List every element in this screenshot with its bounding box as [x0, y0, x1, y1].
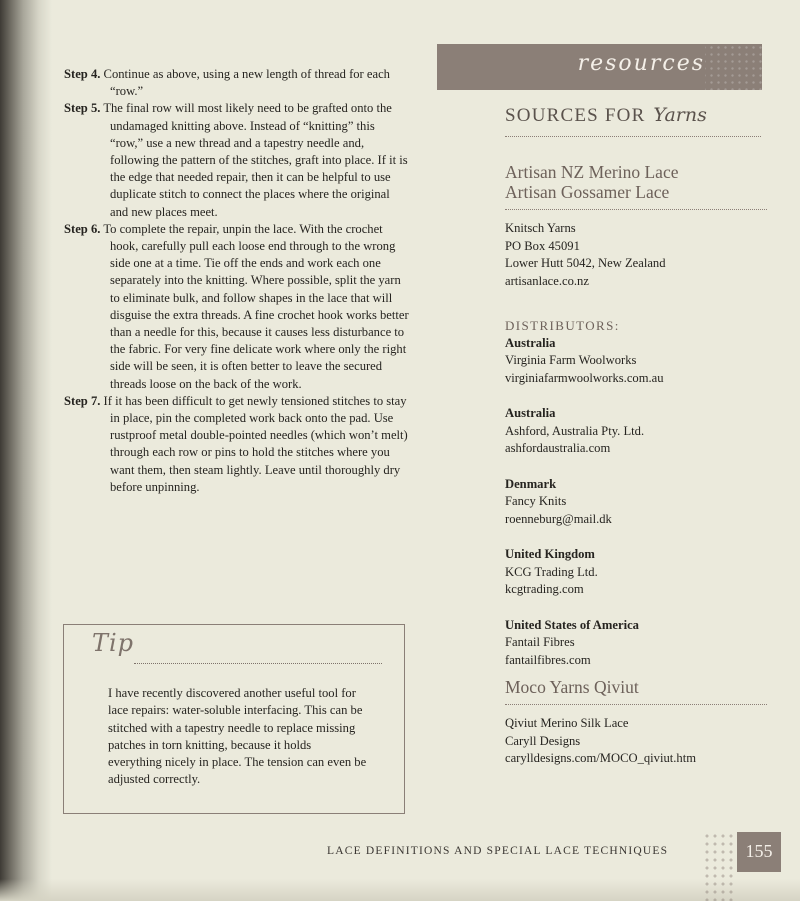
distributor-name: KCG Trading Ltd.	[505, 564, 598, 579]
banner-title: resources	[577, 51, 705, 76]
product-title-line1: Artisan NZ Merino Lace	[505, 162, 679, 182]
distributors-heading: DISTRIBUTORS:	[505, 318, 620, 333]
tip-title: Tip	[92, 629, 135, 657]
distributor-contact: fantailfibres.com	[505, 652, 591, 667]
step-text: The final row will most likely need to be grafted onto the undamaged knitting above. Instead of “knitting” this “row,” use a new thread and a tapestry needle and, following the pattern of the stitches, graft into place. If it is the edge that needed repair, then it can be helpful to use duplicate stitch to connect the places where the original and new places meet.	[103, 101, 408, 219]
distributor-contact: ashfordaustralia.com	[505, 441, 611, 455]
distributor-country: Australia	[505, 406, 556, 420]
product-divider	[505, 209, 767, 210]
step-label: Step 7.	[64, 393, 101, 408]
page-number-box	[737, 832, 781, 872]
step-label: Step 4.	[64, 67, 101, 81]
sources-heading	[505, 104, 707, 127]
website: artisanlace.co.nz	[505, 273, 589, 288]
product2-block	[505, 677, 767, 768]
page-number: 155	[745, 841, 773, 861]
product2-line2: Caryll Designs	[505, 733, 581, 748]
distributor-country: United Kingdom	[505, 547, 595, 561]
product2-divider	[505, 704, 767, 705]
distributor-name: Ashford, Australia Pty. Ltd.	[505, 423, 645, 438]
distributor-name: Virginia Farm Woolworks	[505, 353, 637, 367]
distributor-entry	[505, 546, 767, 599]
product-title-line2: Artisan Gossamer Lace	[505, 182, 670, 202]
distributor-contact: virginiafarmwoolworks.com.au	[505, 370, 664, 385]
distributor-name: Fantail Fibres	[505, 635, 575, 649]
resources-banner	[437, 44, 762, 90]
distributor-contact: kcgtrading.com	[505, 582, 584, 596]
footer-ornament	[703, 832, 737, 901]
product2-title: Moco Yarns Qiviut	[505, 677, 639, 697]
step-text: Continue as above, using a new length of thread for each “row.”	[103, 67, 390, 99]
product2-line1: Qiviut Merino Silk Lace	[505, 716, 629, 730]
address-line2: Lower Hutt 5042, New Zealand	[505, 256, 666, 270]
distributor-country: Australia	[505, 335, 556, 350]
tip-text: I have recently discovered another useful tool for lace repairs: water-soluble interfacing. This can be stitched with a tapestry needle to replace missing patches in torn knitting, because it holds everything nicely in place. The tension can even be adjusted correctly.	[108, 686, 367, 787]
heading-divider	[505, 136, 761, 137]
distributor-entry	[505, 617, 767, 670]
sources-heading-prefix: SOURCES FOR	[505, 105, 646, 126]
page-bottom-shadow	[0, 879, 800, 901]
step-6	[64, 221, 409, 393]
tip-divider	[134, 663, 382, 664]
step-text: To complete the repair, unpin the lace. With the crochet hook, carefully pull each loose end through to the wrong side one at a time. Tie off the ends and work each one separately into the knitting. Where possible, split the yarn to eliminate bulk, and follow shapes in the lace that will disguise the extra threads. A fine crochet hook works better than a needle for this, because it causes less disturbance to the fabric. For very fine delicate work where only the right side will be seen, it is often better to leave the secured threads loose on the back of the work.	[103, 221, 409, 391]
distributor-contact: roenneburg@mail.dk	[505, 511, 612, 526]
step-label: Step 6.	[64, 221, 101, 236]
distributor-entry	[505, 335, 767, 388]
distributor-name: Fancy Knits	[505, 494, 567, 508]
product2-website: carylldesigns.com/MOCO_qiviut.htm	[505, 751, 696, 765]
company-name: Knitsch Yarns	[505, 221, 576, 235]
step-4	[64, 66, 409, 100]
distributor-country: United States of America	[505, 617, 639, 632]
binding-shadow	[0, 0, 52, 901]
running-footer: LACE DEFINITIONS AND SPECIAL LACE TECHNIQUES	[327, 845, 669, 857]
step-7	[64, 393, 409, 496]
step-5	[64, 100, 409, 220]
resources-column	[505, 162, 767, 768]
address-line1: PO Box 45091	[505, 238, 580, 253]
step-text: If it has been difficult to get newly tensioned stitches to stay in place, pin the completed work back onto the pad. Use rustproof metal double-pointed needles (which won’t melt) through each row or pins to hold the stitches where you want them, then steam lightly. Leave until thoroughly dry before unpinning.	[103, 393, 408, 494]
tip-box	[63, 624, 405, 814]
distributor-country: Denmark	[505, 476, 557, 491]
step-label: Step 5.	[64, 101, 101, 116]
distributor-entry	[505, 476, 767, 529]
distributor-entry	[505, 405, 767, 458]
instructions-column	[64, 66, 409, 496]
sources-heading-script: Yarns	[653, 104, 707, 126]
